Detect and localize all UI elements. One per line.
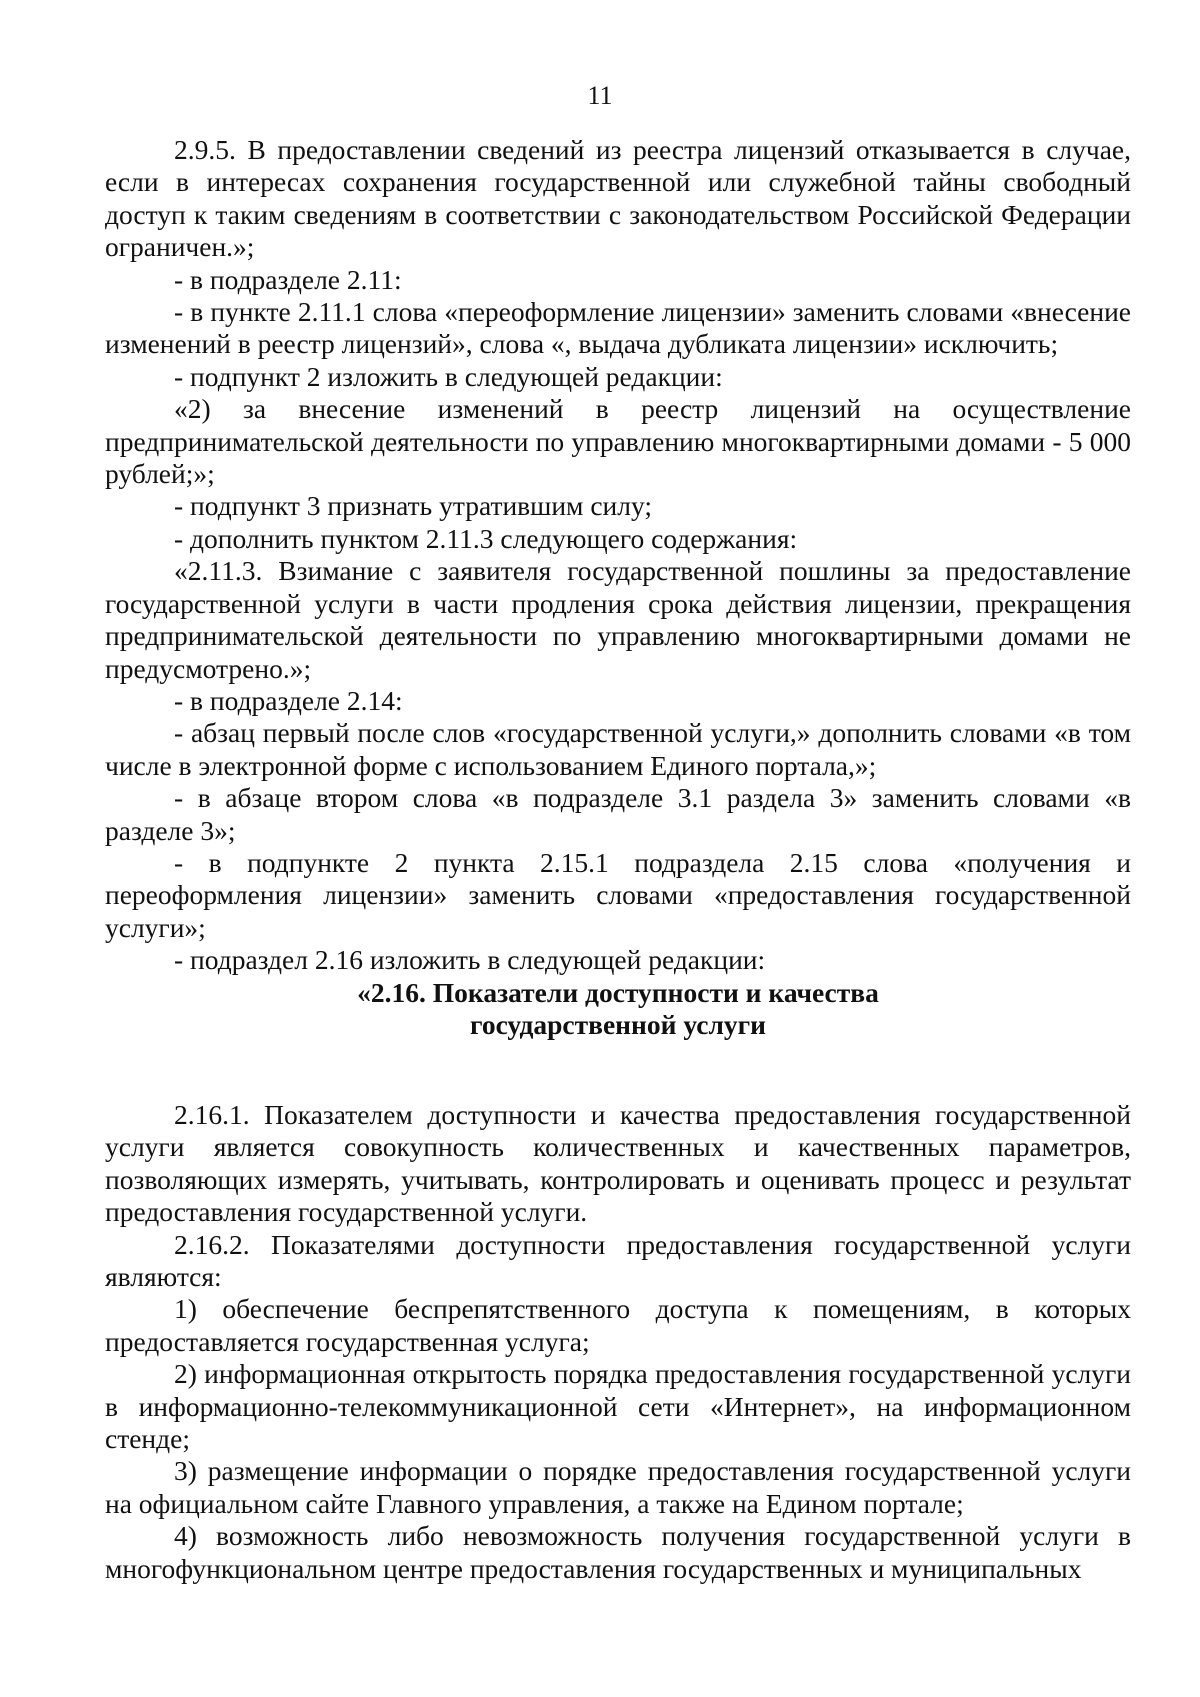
paragraph-subitem-2-text: «2) за внесение изменений в реестр лицензий на осуществление предпринимательской деятельности по управлению многоквартирными домами - 5 000 рублей;»;	[105, 393, 1131, 490]
text-block-before-heading	[105, 134, 1131, 1041]
list-item-4: 4) возможность либо невозможность получения государственной услуги в многофункциональном центре предоставления государственных и муниципальных	[105, 1520, 1131, 1584]
paragraph-2-11-3-text: «2.11.3. Взимание с заявителя государственной пошлины за предоставление государственной услуги в части продления срока действия лицензии, прекращения предпринимательской деятельности по управлению многоквартирными домами не предусмотрено.»;	[105, 555, 1131, 684]
text-block-after-heading	[105, 1099, 1131, 1585]
list-item-1: 1) обеспечение беспрепятственного доступа к помещениям, в которых предоставляется государственная услуга;	[105, 1293, 1131, 1357]
paragraph-subitem-3: - подпункт 3 признать утратившим силу;	[174, 490, 653, 522]
section-heading-line-2: государственной услуги	[470, 1008, 766, 1040]
paragraph-item-2-11-1: - в пункте 2.11.1 слова «переоформление лицензии» заменить словами «внесение изменений в реестр лицензий», слова «, выдача дубликата лицензии» исключить;	[105, 296, 1131, 360]
paragraph-2-16-1: 2.16.1. Показателем доступности и качества предоставления государственной услуги является совокупность количественных и качественных параметров, позволяющих измерять, учитывать, контролировать и оценивать процесс и результат предоставления государственной услуги.	[105, 1099, 1131, 1228]
page-number: 11	[587, 81, 613, 110]
paragraph-subsection-2-14: - в подразделе 2.14:	[174, 684, 403, 716]
paragraph-2-16-2: 2.16.2. Показателями доступности предоставления государственной услуги являются:	[105, 1228, 1131, 1293]
section-heading-line-1: «2.16. Показатели доступности и качества	[357, 976, 879, 1008]
list-item-3: 3) размещение информации о порядке предоставления государственной услуги на официальном сайте Главного управления, а также на Едином портале;	[105, 1455, 1131, 1519]
paragraph-first-abzac: - абзац первый после слов «государственной услуги,» дополнить словами «в том числе в электронной форме с использованием Единого портала,»;	[105, 717, 1131, 781]
paragraph-2-15-1: - в подпункте 2 пункта 2.15.1 подраздела 2.15 слова «получения и переоформления лицензии» заменить словами «предоставления государственной услуги»;	[105, 846, 1131, 943]
paragraph-2-9-5: 2.9.5. В предоставлении сведений из реестра лицензий отказывается в случае, если в интересах сохранения государственной или служебной тайны свободный доступ к таким сведениям в соответствии с законодательством Российской Федерации ограничен.»;	[105, 134, 1131, 263]
paragraph-subitem-2: - подпункт 2 изложить в следующей редакции:	[174, 360, 723, 392]
paragraph-subsection-2-16: - подраздел 2.16 изложить в следующей редакции:	[174, 944, 766, 976]
list-item-2: 2) информационная открытость порядка предоставления государственной услуги в информационно-телекоммуникационной сети «Интернет», на информационном стенде;	[105, 1358, 1131, 1455]
paragraph-second-abzac: - в абзаце втором слова «в подразделе 3.1 раздела 3» заменить словами «в разделе 3»;	[105, 782, 1131, 846]
paragraph-add-2-11-3: - дополнить пунктом 2.11.3 следующего содержания:	[174, 522, 798, 554]
paragraph-subsection-2-11: - в подразделе 2.11:	[174, 263, 402, 295]
